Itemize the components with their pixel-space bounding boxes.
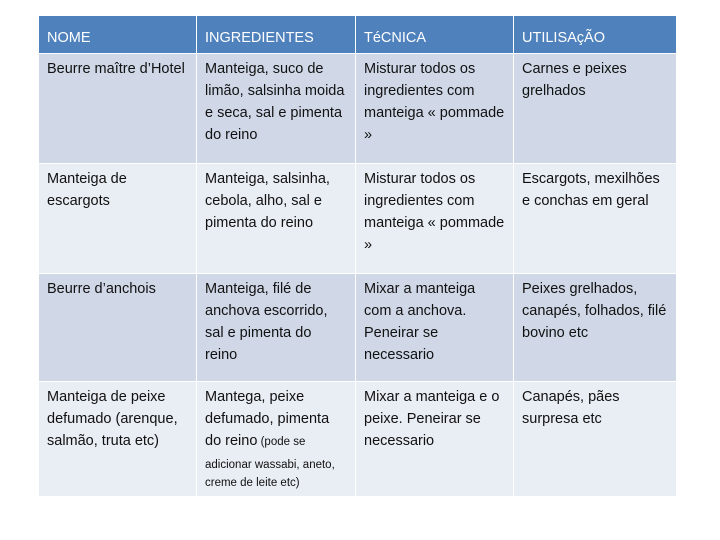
butter-recipes-table <box>38 15 677 497</box>
table-row <box>39 382 677 497</box>
cell-tecnica: Mixar a manteiga com a anchova. Peneirar se necessario <box>356 274 514 382</box>
cell-nome: Beurre maître d’Hotel <box>39 54 197 164</box>
cell-ingredientes: Manteiga, salsinha, cebola, alho, sal e pimenta do reino <box>197 164 356 274</box>
cell-tecnica: Misturar todos os ingredientes com manteiga « pommade » <box>356 164 514 274</box>
cell-utilisacao: Carnes e peixes grelhados <box>514 54 677 164</box>
cell-utilisacao: Canapés, pães surpresa etc <box>514 382 677 497</box>
table-row <box>39 164 677 274</box>
cell-tecnica: Misturar todos os ingredientes com manteiga « pommade » <box>356 54 514 164</box>
cell-ingredientes: Manteiga, filé de anchova escorrido, sal e pimenta do reino <box>197 274 356 382</box>
cell-ingredientes <box>197 382 356 497</box>
cell-nome: Manteiga de escargots <box>39 164 197 274</box>
table-row <box>39 274 677 382</box>
header-nome: NOME <box>39 16 197 54</box>
header-utilisacao: UTILISAçÃO <box>514 16 677 54</box>
table-header-row <box>39 16 677 54</box>
header-ingredientes: INGREDIENTES <box>197 16 356 54</box>
table-row <box>39 54 677 164</box>
ingredientes-text: Mantega, peixe defumado, pimenta do reino <box>205 389 330 449</box>
ingredientes-note-end: adicionar wassabi, aneto, creme de leite etc) <box>205 459 335 489</box>
cell-nome: Manteiga de peixe defumado (arenque, salmão, truta etc) <box>39 382 197 497</box>
header-tecnica: TéCNICA <box>356 16 514 54</box>
ingredientes-note-start: (pode se <box>257 436 306 448</box>
cell-nome: Beurre d’anchois <box>39 274 197 382</box>
cell-utilisacao: Escargots, mexilhões e conchas em geral <box>514 164 677 274</box>
cell-ingredientes: Manteiga, suco de limão, salsinha moida e seca, sal e pimenta do reino <box>197 54 356 164</box>
cell-utilisacao: Peixes grelhados, canapés, folhados, filé bovino etc <box>514 274 677 382</box>
cell-tecnica: Mixar a manteiga e o peixe. Peneirar se necessario <box>356 382 514 497</box>
